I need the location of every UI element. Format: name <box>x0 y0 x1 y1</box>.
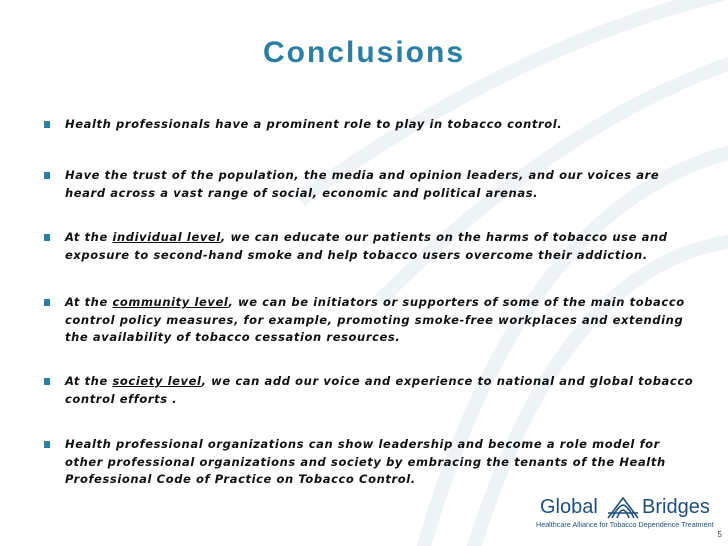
page-number: 5 <box>717 530 722 539</box>
bullet-item <box>44 294 694 347</box>
bullet-text <box>65 437 666 486</box>
bullet-marker <box>44 441 50 448</box>
bullet-text-segment: At the <box>65 295 113 309</box>
society-level-term: society level <box>112 374 202 388</box>
bullet-marker <box>44 172 50 179</box>
bullet-text-segment: Health professionals have a prominent role to play in tobacco control. <box>65 117 563 131</box>
bullet-text-segment: At the <box>65 374 113 388</box>
bridge-arches-icon <box>606 496 640 520</box>
bullet-item <box>44 436 694 489</box>
bullet-item <box>44 229 694 264</box>
global-bridges-logo <box>536 496 726 530</box>
bullet-text <box>65 295 685 344</box>
bullet-item <box>44 373 694 408</box>
bullet-text-segment: Health professional organizations can show leadership and become a role model for other professional organizations and society by embracing the tenants of the Health Professional Code of Practice on Tobacco Control. <box>65 437 666 486</box>
individual-level-term: individual level <box>112 230 221 244</box>
bullet-text-segment: , we can be initiators or supporters of some of the main tobacco control policy measures, for example, promoting smoke-free workplaces and extending the availability of tobacco cessation resources. <box>65 295 685 344</box>
bullet-text <box>65 374 693 406</box>
logo-word-global: Global <box>540 496 598 518</box>
bullet-marker <box>44 378 50 385</box>
bullet-text-segment: , we can educate our patients on the harms of tobacco use and exposure to second-hand smoke and help tobacco users overcome their addiction. <box>65 230 668 262</box>
bullet-item <box>44 167 694 202</box>
bullet-text-segment: At the <box>65 230 113 244</box>
bullet-marker <box>44 121 50 128</box>
bullet-text-segment: , we can add our voice and experience to national and global tobacco control efforts . <box>65 374 694 406</box>
bullet-text-segment: Have the trust of the population, the media and opinion leaders, and our voices are heard across a vast range of social, economic and political arenas. <box>65 168 660 200</box>
logo-tagline: Healthcare Alliance for Tobacco Dependence Treatment <box>536 520 714 529</box>
bullet-marker <box>44 234 50 241</box>
bullet-item <box>44 116 694 134</box>
bullet-marker <box>44 299 50 306</box>
bullet-text <box>65 230 668 262</box>
bullet-text <box>65 168 659 200</box>
logo-word-bridges: Bridges <box>642 496 710 518</box>
bullet-text <box>65 117 562 131</box>
community-level-term: community level <box>112 295 229 309</box>
slide-title: Conclusions <box>262 36 465 69</box>
